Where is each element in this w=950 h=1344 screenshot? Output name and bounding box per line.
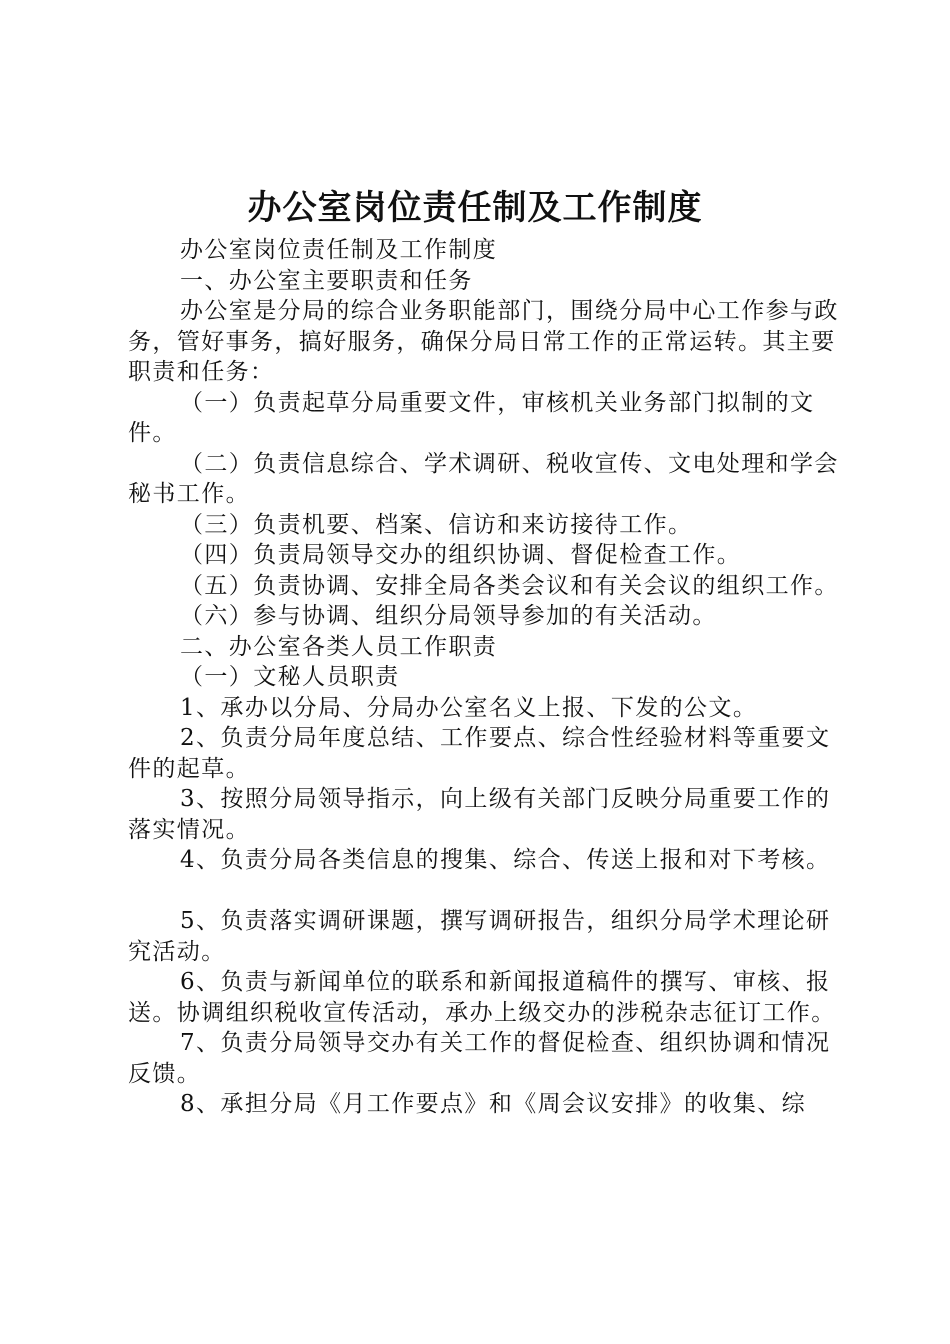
list-item: （六）参与协调、组织分局领导参加的有关活动。 bbox=[180, 603, 717, 629]
section-heading-1: 一、办公室主要职责和任务 bbox=[180, 267, 473, 294]
list-item: 5、负责落实调研课题，撰写调研报告，组织分局学术理论研究活动。 bbox=[128, 908, 831, 965]
paragraph: 办公室是分局的综合业务职能部门，围绕分局中心工作参与政务，管好事务，搞好服务，确保分局日常工作的正常运转。其主要职责和任务： bbox=[128, 298, 839, 385]
list-item: 3、按照分局领导指示，向上级有关部门反映分局重要工作的落实情况。 bbox=[128, 786, 831, 843]
list-item: 2、负责分局年度总结、工作要点、综合性经验材料等重要文件的起草。 bbox=[128, 725, 831, 782]
list-item: 1、承办以分局、分局办公室名义上报、下发的公文。 bbox=[180, 694, 758, 721]
list-item: 6、负责与新闻单位的联系和新闻报道稿件的撰写、审核、报送。协调组织税收宣传活动，承办上级交办的涉税杂志征订工作。 bbox=[128, 969, 836, 1026]
list-item: （一）负责起草分局重要文件，审核机关业务部门拟制的文件。 bbox=[128, 389, 815, 446]
list-item: 4、负责分局各类信息的搜集、综合、传送上报和对下考核。 bbox=[180, 847, 831, 873]
blank-line bbox=[128, 876, 850, 907]
document-body bbox=[128, 235, 850, 1120]
section-heading-2: 二、办公室各类人员工作职责 bbox=[180, 633, 498, 660]
list-item: 8、承担分局《月工作要点》和《周会议安排》的收集、综 bbox=[180, 1091, 807, 1117]
list-item: （四）负责局领导交办的组织协调、督促检查工作。 bbox=[180, 542, 742, 568]
subsection-heading: （一）文秘人员职责 bbox=[180, 664, 400, 690]
paragraph-heading: 办公室岗位责任制及工作制度 bbox=[180, 237, 498, 263]
document-title: 办公室岗位责任制及工作制度 bbox=[247, 188, 703, 228]
list-item: 7、负责分局领导交办有关工作的督促检查、组织协调和情况反馈。 bbox=[128, 1030, 831, 1087]
list-item: （五）负责协调、安排全局各类会议和有关会议的组织工作。 bbox=[180, 572, 839, 599]
list-item: （二）负责信息综合、学术调研、税收宣传、文电处理和学会秘书工作。 bbox=[128, 450, 839, 507]
list-item: （三）负责机要、档案、信访和来访接待工作。 bbox=[180, 511, 693, 538]
